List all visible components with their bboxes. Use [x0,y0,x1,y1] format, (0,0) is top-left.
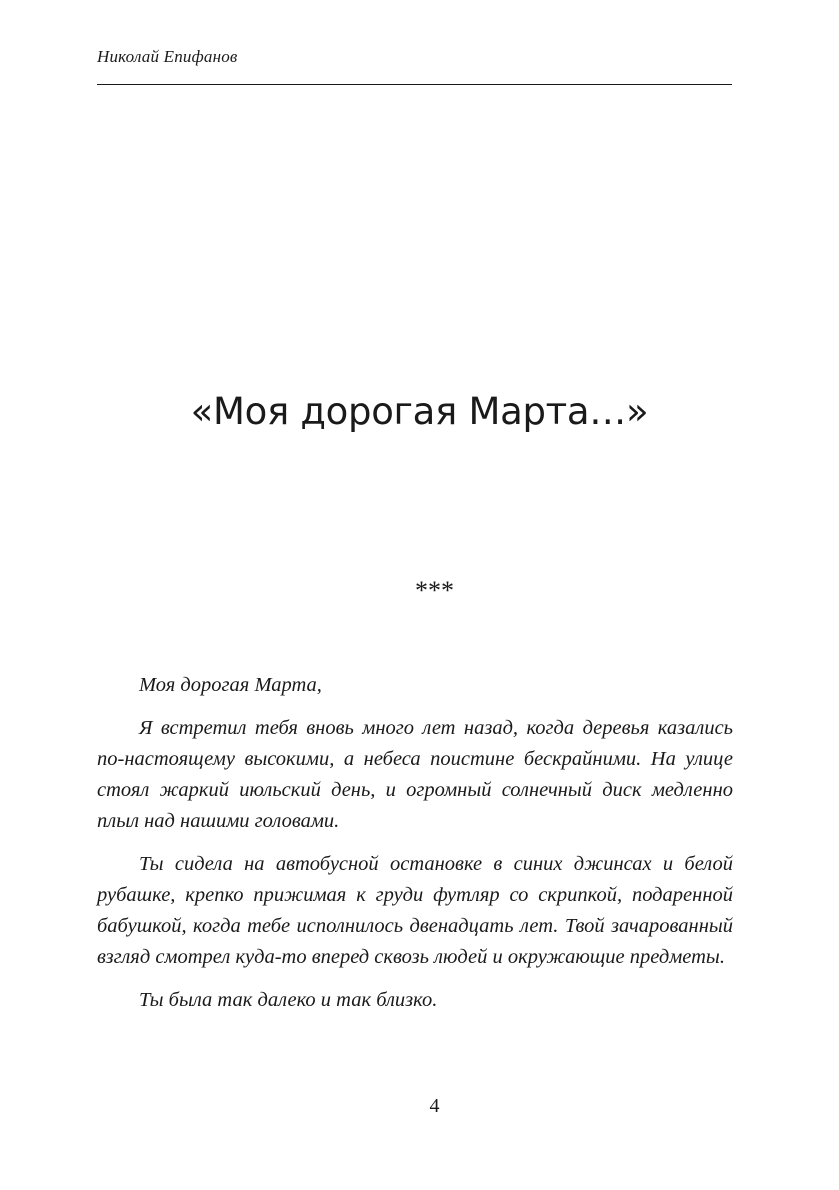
paragraph: Я встретил тебя вновь много лет назад, когда деревья казались по-настоящему высокими, а небеса поистине бескрайними. На улице стоял жаркий июльский день, и огромный солнечный диск медленно плыл над нашими головами. [97,717,733,832]
paragraph-salutation: Моя дорогая Марта, [139,674,322,696]
chapter-title: «Моя дорогая Марта…» [190,390,649,433]
running-header [97,46,732,68]
running-header-author: Николай Епифанов [97,47,238,66]
body-text [97,670,733,1028]
header-rule [97,84,732,85]
paragraph: Ты сидела на автобусной остановке в синих джинсах и белой рубашке, крепко прижимая к груди футляр со скрипкой, подаренной бабушкой, когда тебе исполнилось двенадцать лет. Твой зачарованный взгляд смотрел куда-то вперед сквозь людей и окружающие предметы. [97,853,733,968]
section-separator: *** [415,576,454,605]
paragraph: Ты была так далеко и так близко. [139,989,438,1011]
page-number: 4 [429,1095,440,1117]
